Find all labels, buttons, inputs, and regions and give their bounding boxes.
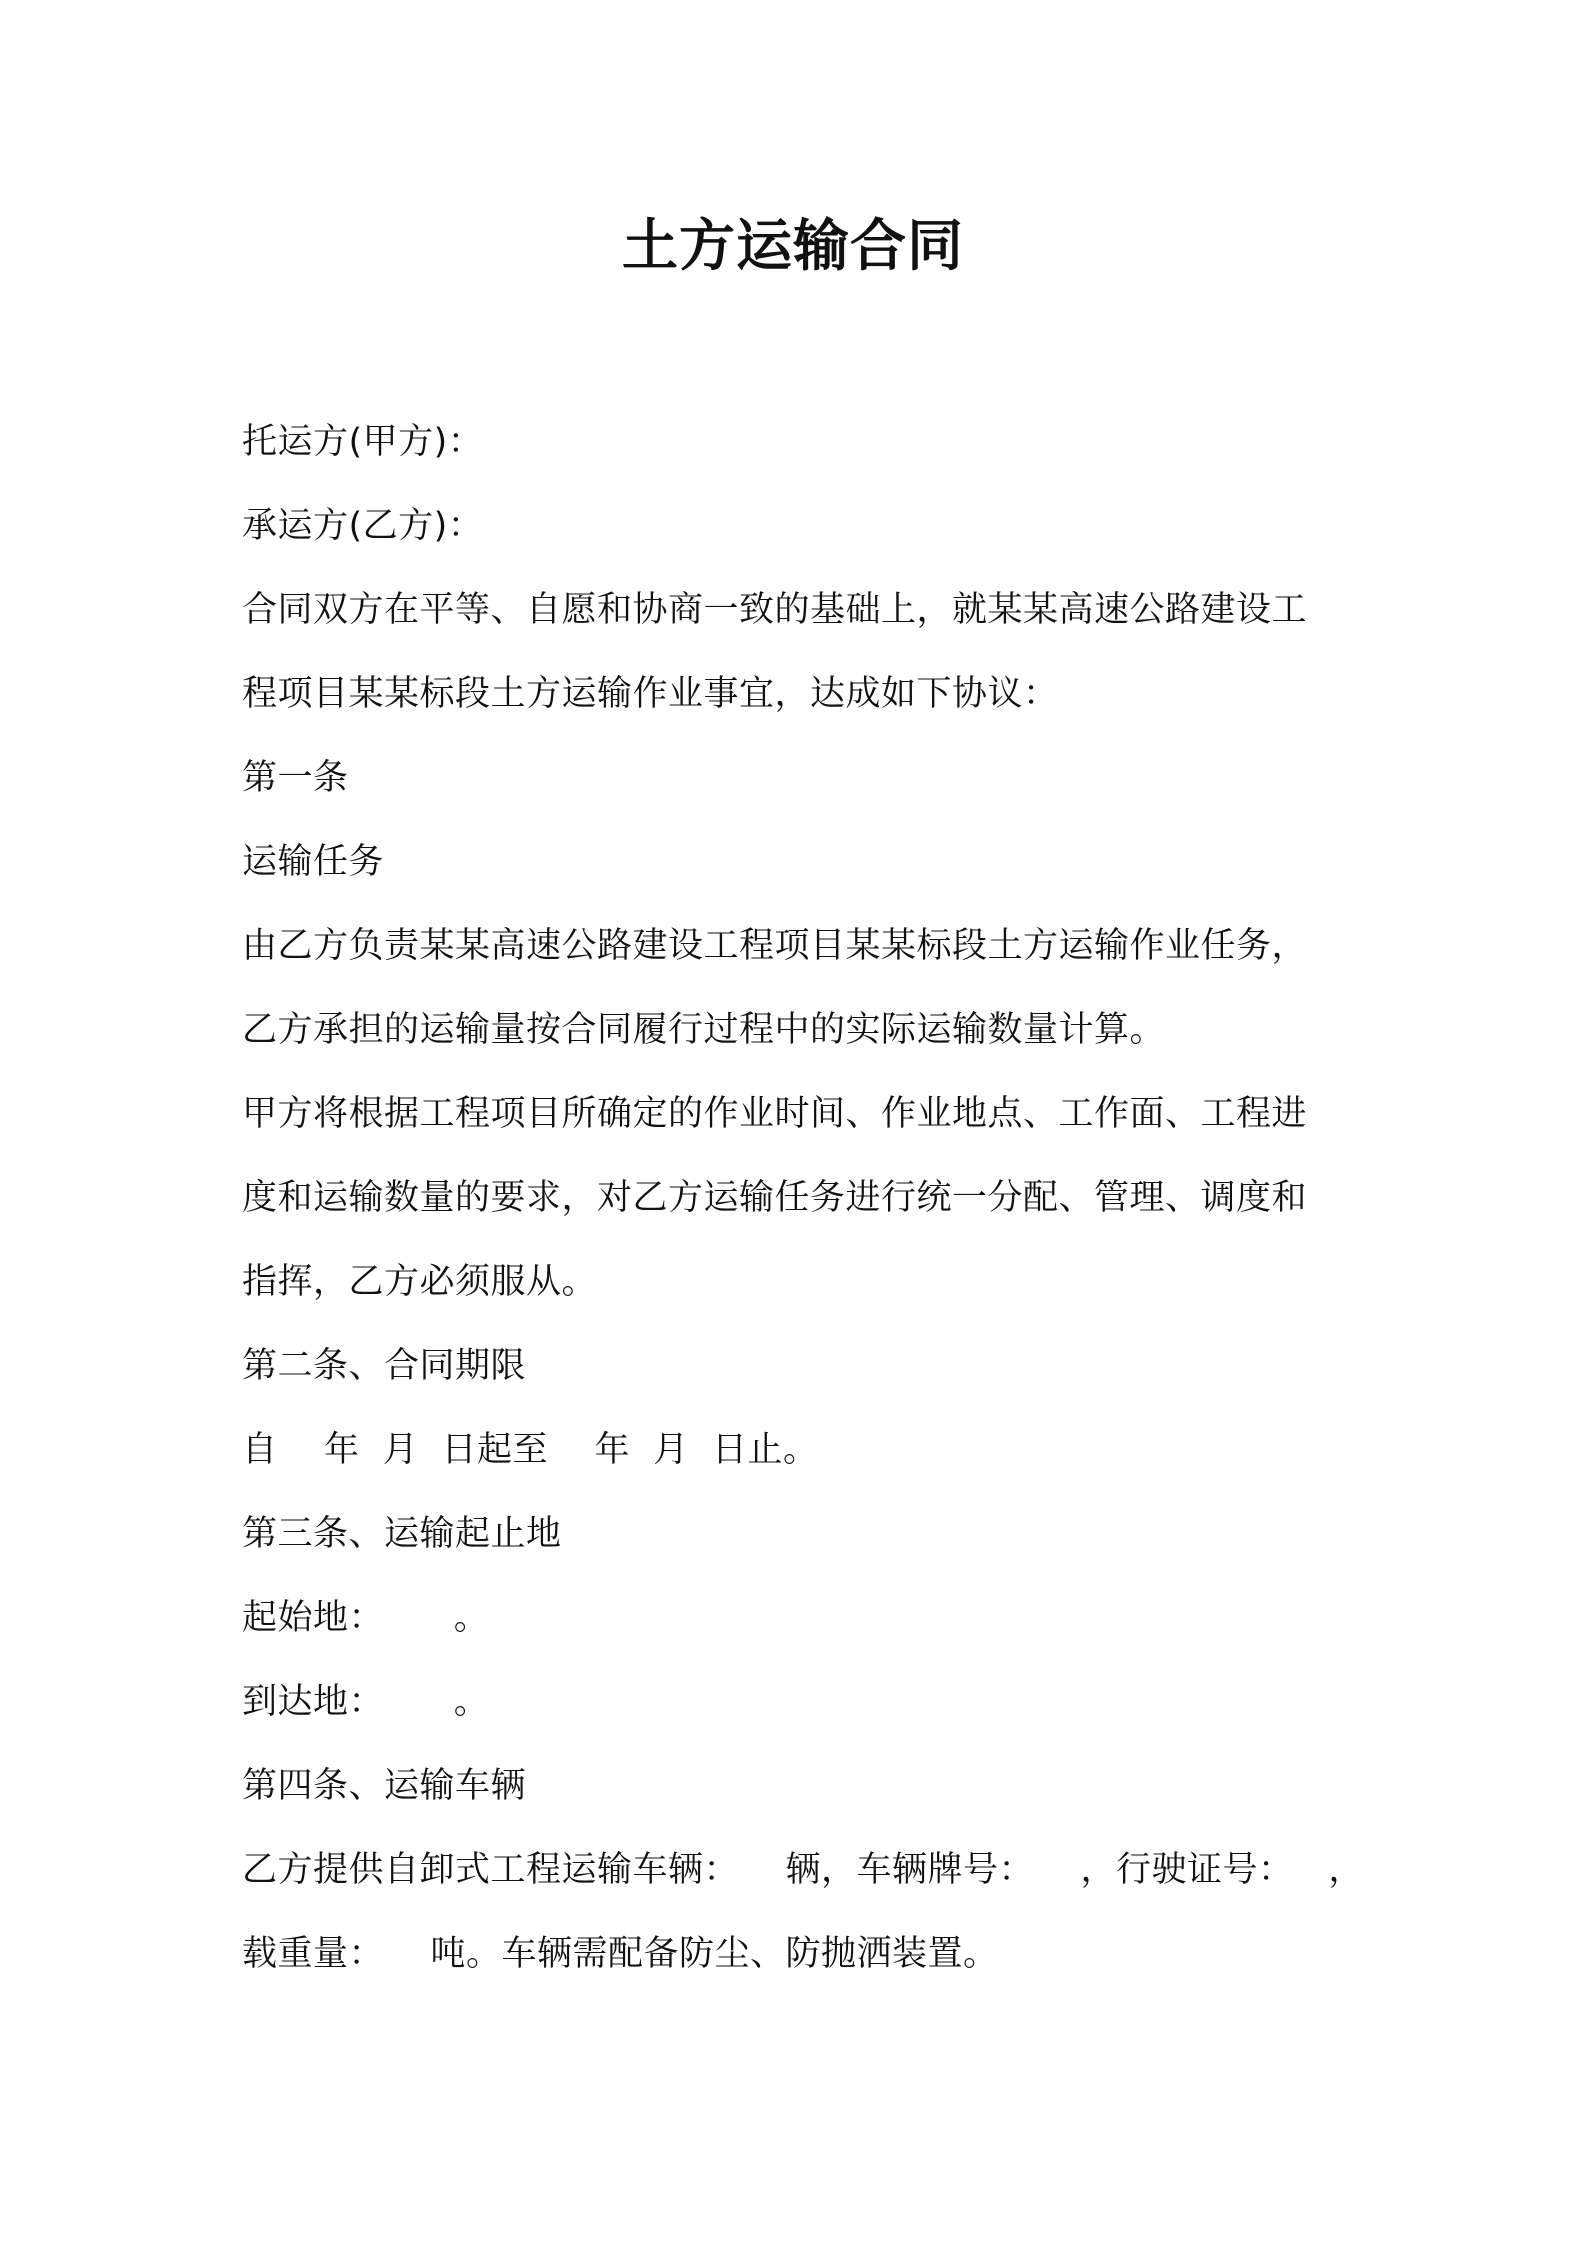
vehicle-info-line-1: 乙方提供自卸式工程运输车辆： 辆，车辆牌号： ，行驶证号： ， [242,1850,1364,1890]
contract-period-line: 自 年 月 日起至 年 月 日止。 [242,1430,819,1470]
article-3-heading: 第三条、运输起止地 [242,1514,562,1554]
article-1-paragraph-2-line-1: 甲方将根据工程项目所确定的作业时间、作业地点、工作面、工程进 [242,1094,1308,1134]
vehicle-info-line-2: 载重量： 吨。车辆需配备防尘、防抛洒装置。 [242,1934,999,1974]
article-1-paragraph-1-line-2: 乙方承担的运输量按合同履行过程中的实际运输数量计算。 [242,1010,1166,1050]
article-1-subheading: 运输任务 [242,842,385,882]
party-b-line: 承运方(乙方)： [242,506,484,546]
origin-line: 起始地： 。 [242,1598,490,1638]
article-1-paragraph-2-line-3: 指挥，乙方必须服从。 [242,1262,598,1302]
preamble-line-2: 程项目某某标段土方运输作业事宜，达成如下协议： [242,674,1059,714]
preamble-line-1: 合同双方在平等、自愿和协商一致的基础上，就某某高速公路建设工 [242,590,1308,630]
document-body [242,400,1362,1996]
party-a-line: 托运方(甲方)： [242,422,484,462]
article-2-heading: 第二条、合同期限 [242,1346,527,1386]
article-4-heading: 第四条、运输车辆 [242,1766,527,1806]
document-title: 土方运输合同 [622,214,964,279]
article-1-paragraph-2-line-2: 度和运输数量的要求，对乙方运输任务进行统一分配、管理、调度和 [242,1178,1308,1218]
article-1-paragraph-1-line-1: 由乙方负责某某高速公路建设工程项目某某标段土方运输作业任务， [242,926,1308,966]
destination-line: 到达地： 。 [242,1682,490,1722]
article-1-heading: 第一条 [242,758,349,798]
